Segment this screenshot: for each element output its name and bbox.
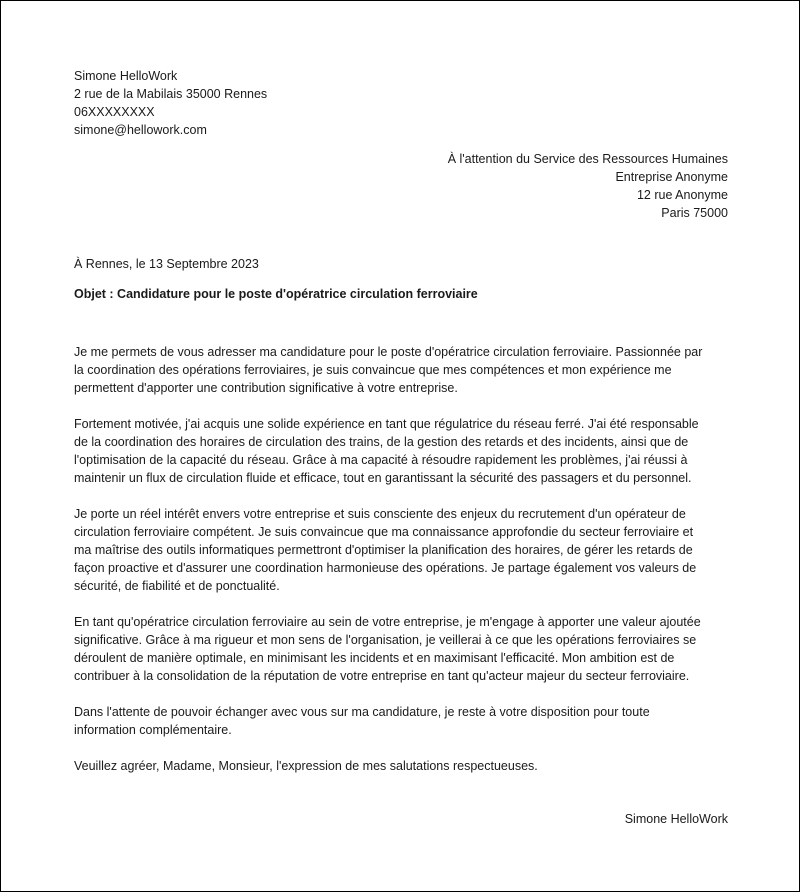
text-line: information complémentaire. xyxy=(74,723,232,737)
text-line: Veuillez agréer, Madame, Monsieur, l'expression de mes salutations respectueuses. xyxy=(74,759,538,773)
text-line: Dans l'attente de pouvoir échanger avec vous sur ma candidature, je reste à votre disposition pour toute xyxy=(74,705,650,719)
text-line: l'optimisation de la capacité du réseau. Grâce à ma capacité à résoudre rapidement les problèmes, j'ai réussi à xyxy=(74,453,688,467)
text-line: de la coordination des horaires de circulation des trains, de la gestion des retards et des incidents, ainsi que de xyxy=(74,435,689,449)
text-line: déroulent de manière optimale, en minimisant les incidents et en maximisant l'efficacité. Mon ambition est de xyxy=(74,651,675,665)
text-line: façon proactive et d'assurer une coordination harmonieuse des opérations. Je partage également vos valeurs de xyxy=(74,561,697,575)
paragraph-availability xyxy=(74,703,734,739)
letter-date: À Rennes, le 13 Septembre 2023 xyxy=(74,257,259,271)
paragraph-interest xyxy=(74,505,734,595)
recipient-company: Entreprise Anonyme xyxy=(615,170,728,184)
text-line: ma maîtrise des outils informatiques permettront d'optimiser la planification des horaires, de gérer les retards de xyxy=(74,543,693,557)
recipient-street: 12 rue Anonyme xyxy=(636,188,728,202)
text-line: En tant qu'opératrice circulation ferroviaire au sein de votre entreprise, je m'engage à apporter une valeur ajoutée xyxy=(74,615,701,629)
letter-subject: Objet : Candidature pour le poste d'opératrice circulation ferroviaire xyxy=(74,287,478,301)
paragraph-commitment xyxy=(74,613,734,685)
text-line: Fortement motivée, j'ai acquis une solide expérience en tant que régulatrice du réseau ferré. J'ai été responsable xyxy=(74,417,699,431)
text-line: permettent d'apporter une contribution significative à votre entreprise. xyxy=(74,381,458,395)
recipient-block xyxy=(448,150,728,222)
text-line: sécurité, de fiabilité et de ponctualité. xyxy=(74,579,280,593)
sender-phone: 06XXXXXXXX xyxy=(74,105,155,119)
sender-address: 2 rue de la Mabilais 35000 Rennes xyxy=(74,87,268,101)
sender-email: simone@hellowork.com xyxy=(74,123,207,137)
text-line: la coordination des opérations ferroviaires, je suis convaincue que mes compétences et mon expérience me xyxy=(74,363,672,377)
sender-block xyxy=(74,67,267,139)
text-line: Je porte un réel intérêt envers votre entreprise et suis consciente des enjeux du recrutement d'un opérateur de xyxy=(74,507,686,521)
letter-body xyxy=(74,343,734,793)
paragraph-intro xyxy=(74,343,734,397)
recipient-city: Paris 75000 xyxy=(661,206,728,220)
text-line: contribuer à la consolidation de la réputation de votre entreprise en tant qu'acteur majeur du secteur ferroviaire. xyxy=(74,669,690,683)
text-line: significative. Grâce à ma rigueur et mon sens de l'organisation, je veillerai à ce que les opérations ferroviaires se xyxy=(74,633,697,647)
paragraph-experience xyxy=(74,415,734,487)
text-line: maintenir un flux de circulation fluide et efficace, tout en garantissant la sécurité des passagers et du personnel. xyxy=(74,471,692,485)
text-line: Je me permets de vous adresser ma candidature pour le poste d'opératrice circulation ferroviaire. Passionnée par xyxy=(74,345,703,359)
signature: Simone HelloWork xyxy=(624,812,728,826)
paragraph-closing xyxy=(74,757,734,775)
text-line: circulation ferroviaire compétent. Je suis convaincue que ma connaissance approfondie du secteur ferroviaire et xyxy=(74,525,694,539)
recipient-attention: À l'attention du Service des Ressources Humaines xyxy=(447,152,728,166)
sender-name: Simone HelloWork xyxy=(74,69,178,83)
